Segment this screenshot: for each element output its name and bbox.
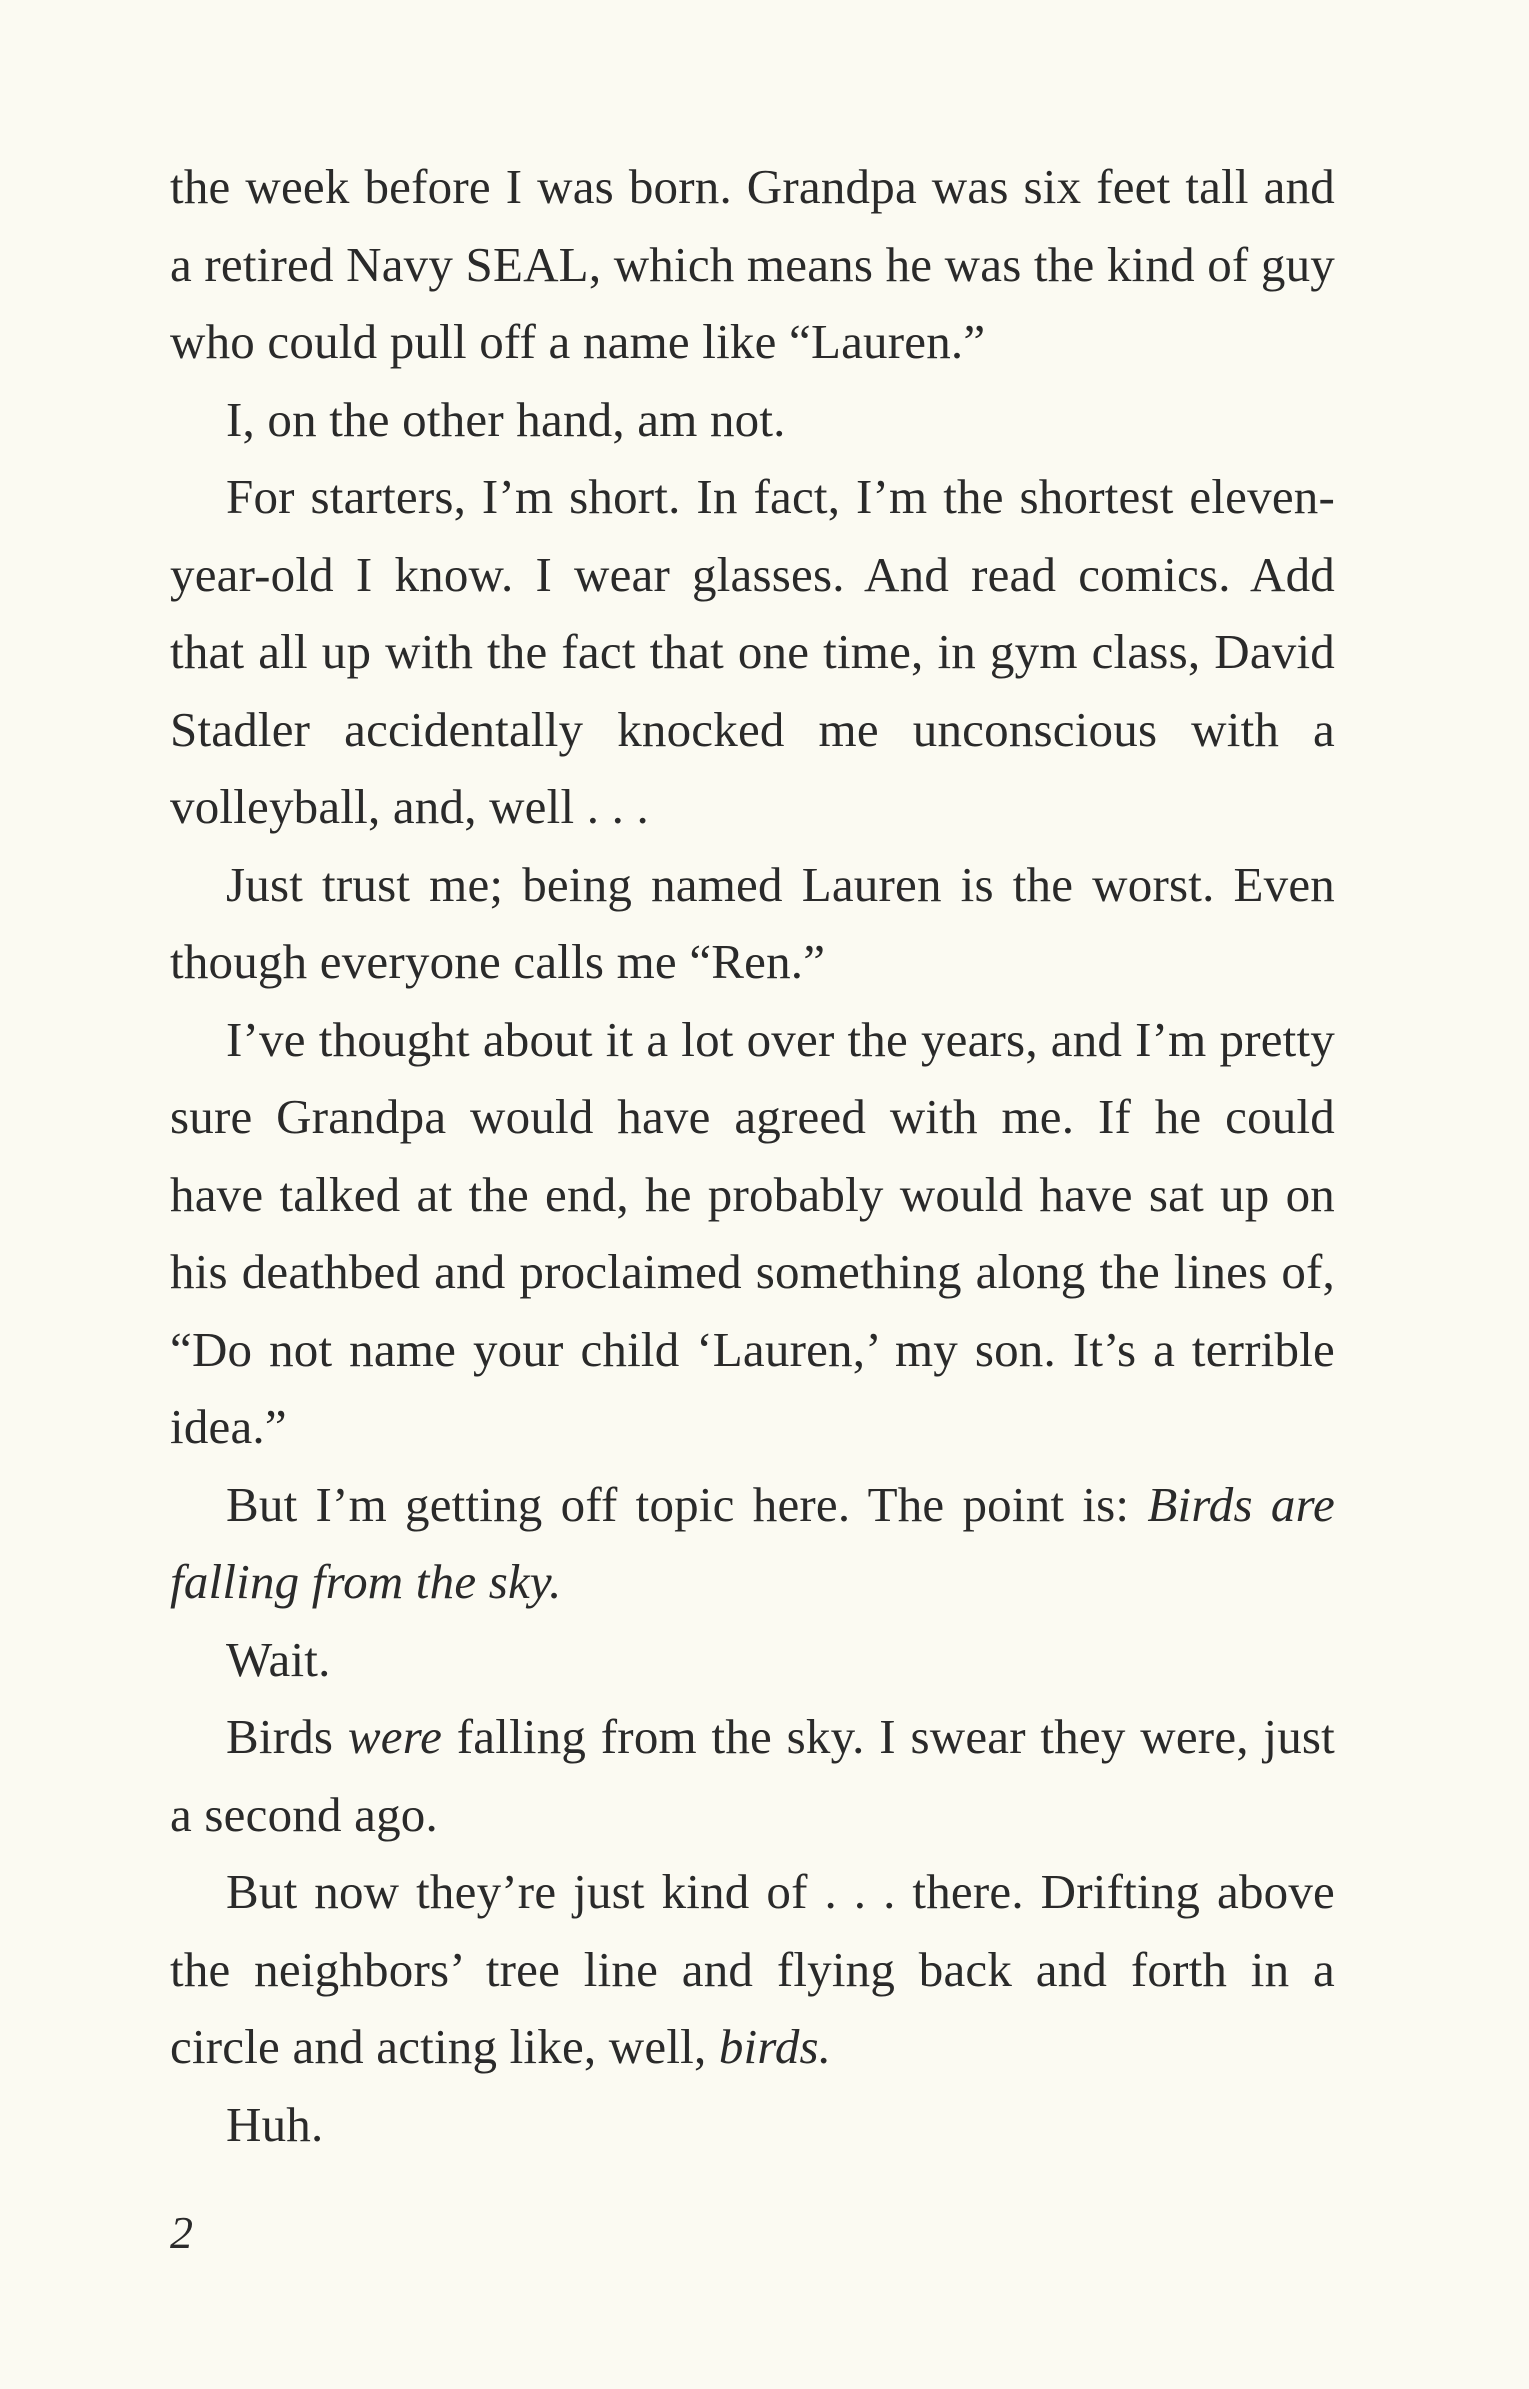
paragraph-4: [170, 846, 1335, 1001]
paragraph-10: [170, 2086, 1335, 2164]
paragraph-8-italic-text: were: [347, 1709, 443, 1764]
paragraph-6: [170, 1466, 1335, 1621]
paragraph-2: [170, 381, 1335, 459]
paragraph-9: [170, 1853, 1335, 2086]
paragraph-9-text: But now they’re just kind of . . . there. Drifting above the neighbors’ tree line and flying back and forth in a circle and acting like, well,: [170, 1864, 1335, 2074]
paragraph-3-text: For starters, I’m short. In fact, I’m the shortest eleven-year-old I know. I wear glasses. And read comics. Add that all up with the fact that one time, in gym class, David Stadler accidentally knocked me unconscious with a volleyball, and, well . . .: [170, 469, 1335, 834]
paragraph-6-italic-text: Birds are falling from the sky.: [170, 1476, 1335, 1609]
paragraph-5: [170, 1001, 1335, 1466]
paragraph-7-text: Wait.: [226, 1631, 331, 1687]
paragraph-7: [170, 1621, 1335, 1699]
page-number: 2: [170, 2207, 193, 2258]
paragraph-1: [170, 148, 1335, 381]
paragraph-5-text: I’ve thought about it a lot over the years, and I’m pretty sure Grandpa would have agreed with me. If he could have talked at the end, he probably would have sat up on his deathbed and proclaimed something along the lines of, “Do not name your child ‘Lauren,’ my son. It’s a terrible idea.”: [170, 1011, 1335, 1454]
paragraph-4-text: Just trust me; being named Lauren is the worst. Even though everyone calls me “Ren.”: [170, 856, 1335, 989]
paragraph-8-text-start: Birds: [226, 1709, 348, 1764]
paragraph-1-text: the week before I was born. Grandpa was six feet tall and a retired Navy SEAL, which means he was the kind of guy who could pull off a name like “Lauren.”: [170, 159, 1335, 369]
paragraph-3: [170, 458, 1335, 846]
paragraph-10-text: Huh.: [226, 2096, 324, 2152]
paragraph-2-text: I, on the other hand, am not.: [226, 391, 786, 447]
body-text: [170, 148, 1335, 2163]
paragraph-8: [170, 1698, 1335, 1853]
paragraph-6-text: But I’m getting off topic here. The point is:: [226, 1476, 1148, 1532]
paragraph-9-italic-text: birds.: [718, 2019, 832, 2074]
paragraph-8-text-end: falling from the sky. I swear they were, just a second ago.: [170, 1709, 1335, 1842]
